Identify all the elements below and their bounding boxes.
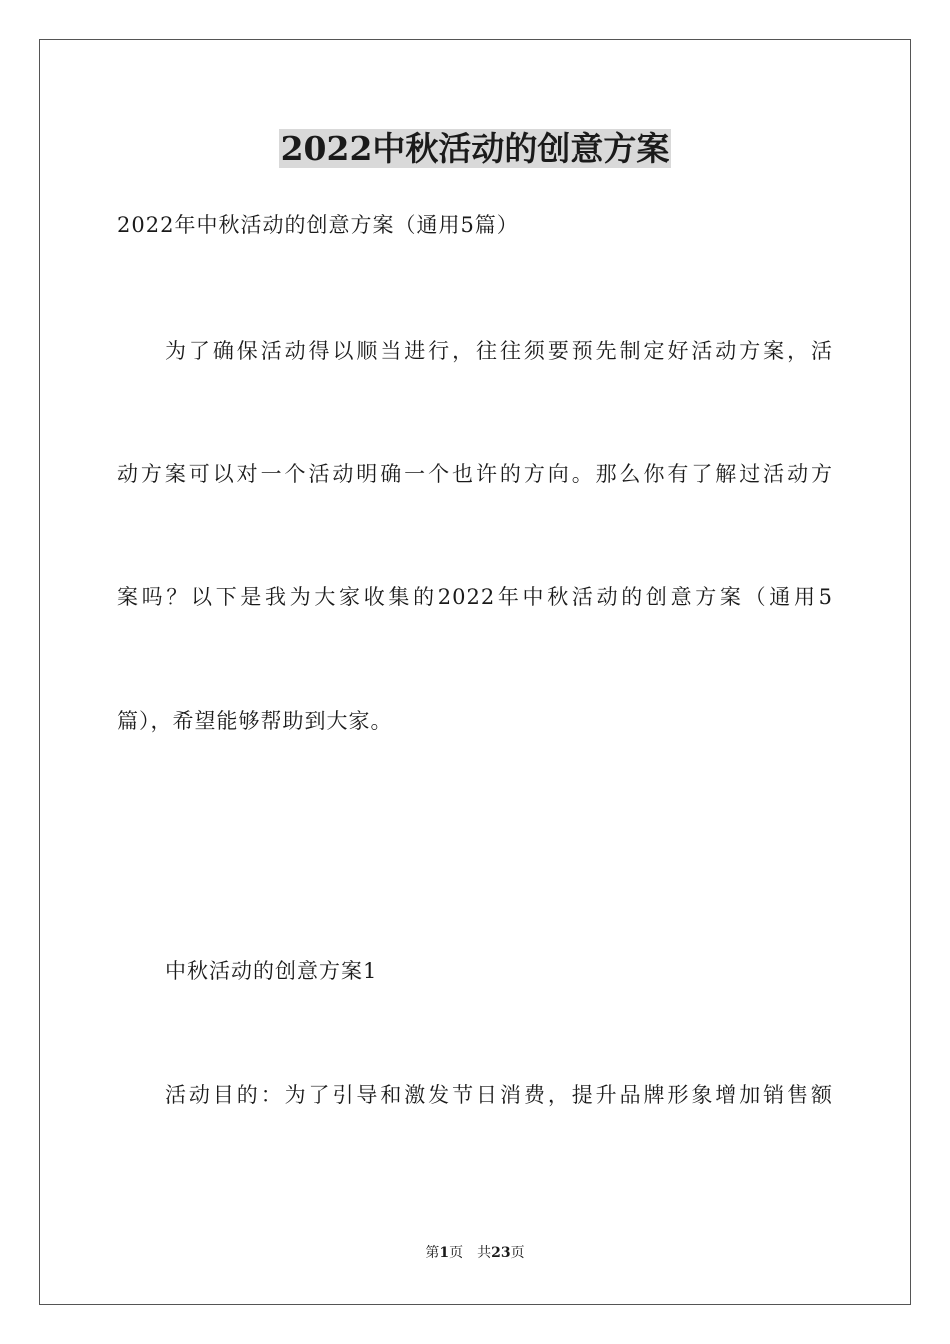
- paragraph-line-1: 为了确保活动得以顺当进行，往往须要预先制定好活动方案，活: [165, 339, 833, 363]
- paragraph-line-4: 篇），希望能够帮助到大家。: [117, 709, 393, 733]
- footer-total-prefix: 共: [477, 1245, 492, 1261]
- footer-page-total: 23: [491, 1245, 511, 1261]
- document-title: [0, 128, 950, 170]
- paragraph-line-3: 案吗？以下是我为大家收集的2022年中秋活动的创意方案（通用5: [117, 585, 833, 609]
- page-footer: [0, 1244, 950, 1262]
- footer-page-suffix: 页: [449, 1245, 464, 1261]
- footer-page-prefix: 第: [425, 1245, 440, 1261]
- footer-page-current: 1: [439, 1245, 450, 1261]
- paragraph-line-2: 动方案可以对一个活动明确一个也许的方向。那么你有了解过活动方: [117, 462, 833, 486]
- footer-total-suffix: 页: [510, 1245, 525, 1261]
- section-heading: 中秋活动的创意方案1: [165, 959, 378, 983]
- document-subtitle: 2022年中秋活动的创意方案（通用5篇）: [117, 213, 519, 237]
- activity-purpose-line: 活动目的：为了引导和激发节日消费，提升品牌形象增加销售额: [165, 1083, 833, 1107]
- document-title-text: 2022中秋活动的创意方案: [280, 129, 670, 168]
